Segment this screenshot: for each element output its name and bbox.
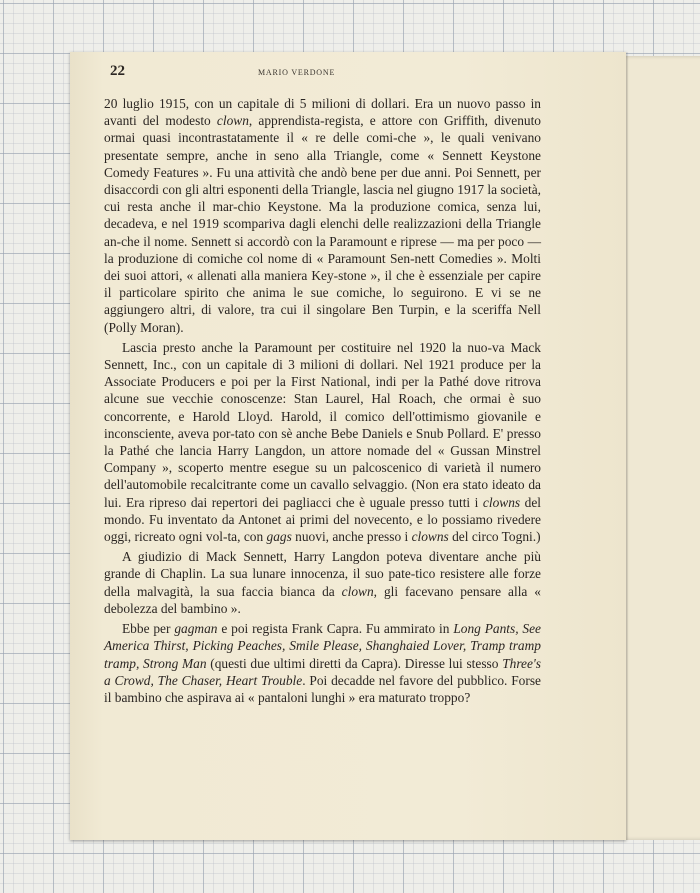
text-run: nuovi, anche presso i <box>291 529 412 545</box>
facing-page <box>626 56 700 840</box>
text-run: A giudizio di Mack Sennett, Harry Langdon poteva diventare anche più grande di Chaplin. La sua lunare innocenza, il suo pate-tico resistere alle forze della malvagità, la sua faccia bianca da <box>104 549 541 599</box>
italic-text: clowns <box>482 494 521 510</box>
running-head-author: MARIO VERDONE <box>258 68 336 77</box>
text-run: del mondo. Fu inventato da Antonet ai primi del novecento, e lo possiamo rivedere oggi, ricreato ogni vol-ta, con <box>104 494 541 545</box>
text-run: (questi due ultimi diretti da Capra). Diresse lui stesso <box>206 655 503 671</box>
italic-text: gagman <box>174 621 218 637</box>
italic-text: Long Pants, See America Thirst, Picking Peaches, Smile Please, Shanghaied Lover, Tramp tramp tramp, Strong Man <box>104 621 541 671</box>
paragraph <box>104 548 541 617</box>
italic-text: clown <box>341 583 374 599</box>
italic-text: clowns <box>411 529 449 545</box>
page-number: 22 <box>110 63 125 79</box>
paragraph <box>104 95 541 336</box>
italic-text: gags <box>266 529 292 545</box>
body-text <box>104 95 541 709</box>
text-run: , apprendista-regista, e attore con Griffith, divenuto ormai quasi incontrastatamente il « re delle comi-che », le quali venivano presentate sempre, anche in seno alla Triangle, come « Sennett Keystone Comedy Features ». Fu una attività che andò bene per due anni. Poi Sennett, per disaccordi con gli altri esponenti della Triangle, lascia nel giugno 1917 la società, cui resta anche il mar-chio Keystone. Ma la produzione comica, senza lui, decadeva, e nel 1919 scompariva dagli elenchi delle realizzazioni della Triangle an-che il nome. Sennett si accordò con la Paramount e riprese — ma per poco — la produzione di comiche col nome di « Paramount Sen-nett Comedies ». Molti dei suoi attori, « allenati alla maniera Key-stone », il che è essenziale per capire il particolare spirito che anima le sue comiche, lo seguirono. E vi se ne aggiungero altri, di valore, tra cui il singolare Ben Turpin, e la sceriffa Nell (Polly Moran). <box>104 113 541 335</box>
text-run: e poi regista Frank Capra. Fu ammirato in <box>217 621 454 637</box>
italic-text: Three's a Crowd, The Chaser, Heart Trouble <box>104 655 542 688</box>
paragraph <box>104 339 541 545</box>
text-run: Lascia presto anche la Paramount per costituire nel 1920 la nuo-va Mack Sennett, Inc., con un capitale di 3 milioni di dollari. Nel 1921 produce per la Associate Producers e poi per la First National, indi per la Pathé dove ritrova alcune sue vecchie conoscenze: Stan Laurel, Hal Roach, che ormai è suo concorrente, e Harold Lloyd. Harold, il comico dell'ottimismo giovanile e inconsciente, aveva por-tato con sè anche Bebe Daniels e Snub Pollard. E' presso la Pathé che lancia Harry Langdon, un attore nomade del « Gussan Minstrel Company », scoperto mentre esegue su un palcoscenico di varietà il numero dell'automobile recalcitrante come un cavallo selvaggio. (Non era stato ideato da lui. Era ripreso dai repertori dei pagliacci che è uguale presso tutti i <box>104 339 541 510</box>
text-run: del circo Togni.) <box>448 529 541 545</box>
text-run: . Poi decadde nel favore del pubblico. Forse il bambino che aspirava ai « pantaloni lunghi » era maturato troppo? <box>104 672 541 705</box>
text-run: Ebbe per <box>122 621 175 637</box>
text-run: , gli facevano pensare alla « debolezza del bambino ». <box>104 583 541 616</box>
text-run: 20 luglio 1915, con un capitale di 5 milioni di dollari. Era un nuovo passo in avanti del modesto <box>104 96 541 129</box>
italic-text: clown <box>216 113 249 129</box>
paragraph <box>104 620 541 706</box>
